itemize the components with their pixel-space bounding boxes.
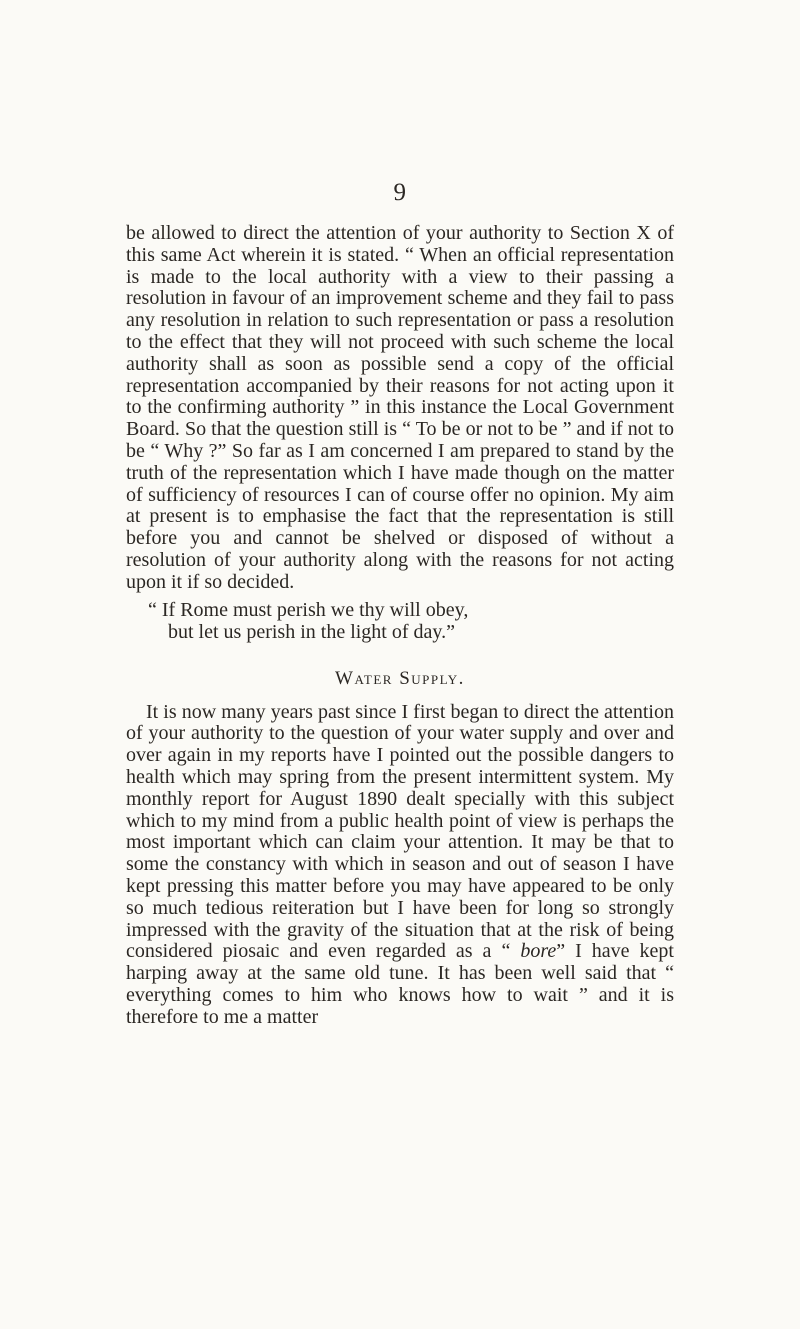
paragraph-italic-word: bore <box>520 940 557 963</box>
quote-line-2: but let us perish in the light of day.” <box>168 621 455 644</box>
body-text <box>126 223 674 1029</box>
paragraph-continuation: be allowed to direct the attention of your authority to Section X of this same Act wherein it is stated. “ When an official representation is made to the local authority with a view to their passing a resolution in favour of an improvement scheme and they fail to pass any resolution in relation to such representation or pass a resolution to the effect that they will not proceed with such scheme the local authority shall as soon as possible send a copy of the official representation accompanied by their reasons for not acting upon it to the confirming authority ” in this instance the Local Government Board. So that the question still is “ To be or not to be ” and if not to be “ Why ?” So far as I am concerned I am prepared to stand by the truth of the representation which I have made though on the matter of sufficiency of resources I can of course offer no opinion. My aim at present is to emphasise the fact that the representation is still before you and cannot be shelved or disposed of without a resolution of your authority along with the reasons for not acting upon it if so decided. <box>126 222 674 593</box>
page-number: 9 <box>393 179 407 206</box>
paragraph-text-part-1: It is now many years past since I first began to direct the attention of your authority to the question of your water supply and over and over again in my reports have I pointed out the possible dangers to health which may spring from the present intermittent system. My monthly report for August 1890 dealt specially with this subject which to my mind from a public health point of view is perhaps the most important which can claim your attention. It may be that to some the constancy with which in season and out of season I have kept pressing this matter before you may have appeared to be only so much tedious reiteration but I have been for long so strongly impressed with the gravity of the situation that at the risk of being considered piosaic and even regarded as a “ <box>126 700 674 963</box>
paragraph-text-part-2: ” I have kept harping away at the same old tune. It has been well said that “ everything comes to him who knows how to wait ” and it is therefore to me a matter <box>126 940 674 1028</box>
quote-line-1: “ If Rome must perish we thy will obey, <box>148 598 469 621</box>
verse-quotation <box>148 599 674 644</box>
paragraph-water-supply <box>126 702 674 1029</box>
section-heading: Water Supply. <box>335 667 465 689</box>
